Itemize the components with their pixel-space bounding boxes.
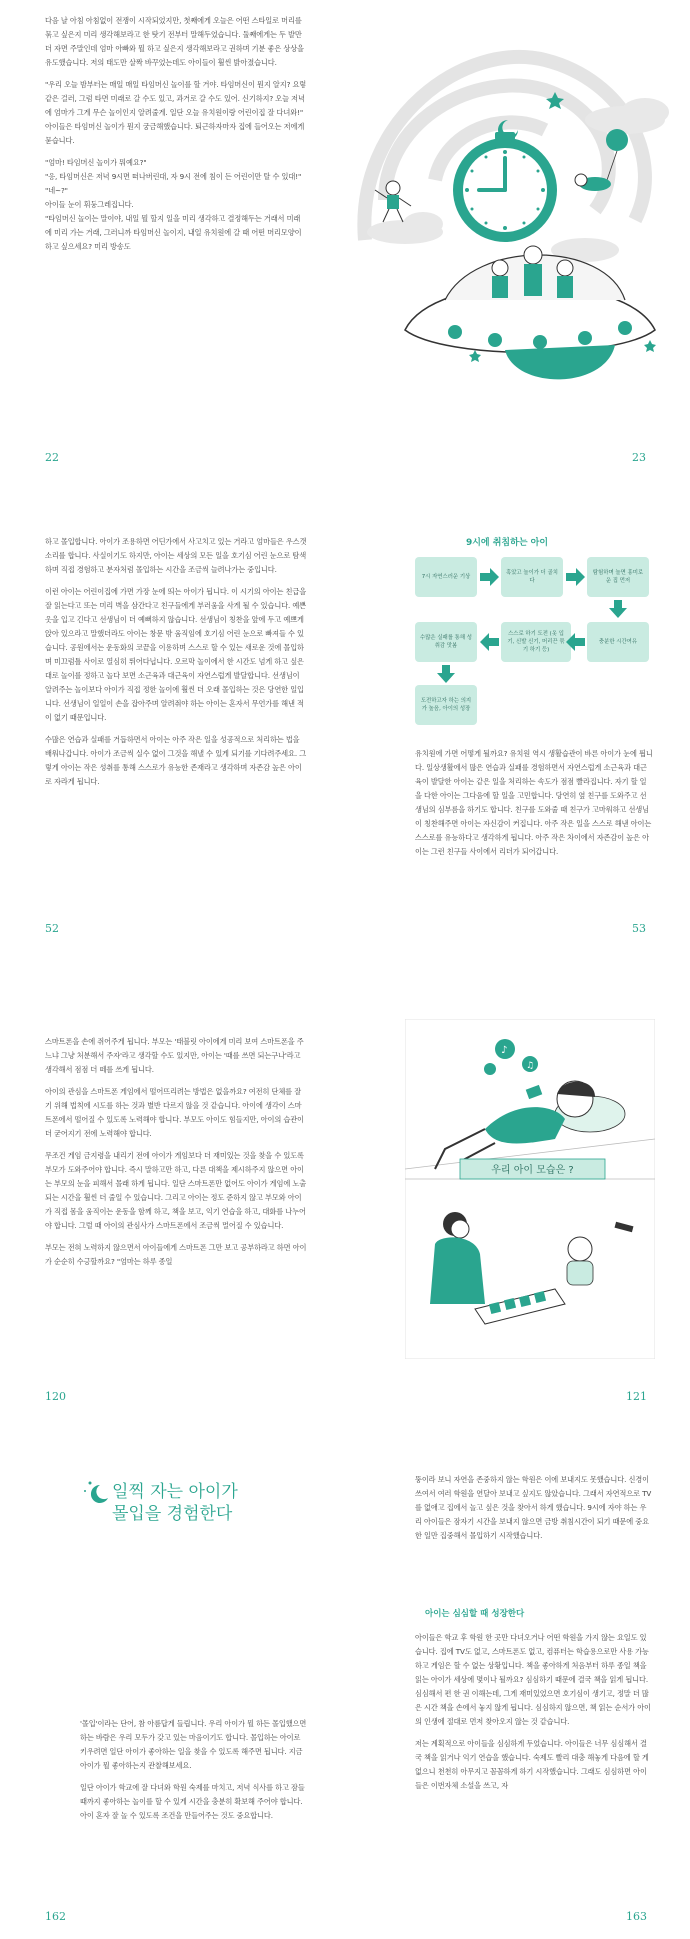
page-120-text [45, 1035, 307, 1269]
flowchart-title: 9시에 취침하는 아이 [465, 538, 549, 548]
chapter-title-line1: 일찍 자는 아이가 [112, 1482, 238, 1502]
paragraph: 무조건 게임 금지령을 내리기 전에 아이가 게임보다 더 재미있는 것을 찾을 수 있도록 부모가 도와주어야 합니다. 즉시 말하고만 하고, 다른 대책을 제시하주지 않으면 아이는 부모의 눈을 피해서 몰래 하게 됩니다. 일단 스마트폰만 없어도 아이가 게임에 노출되는 시간을 훨씬 더 줄일 수 있습니다. 그리고 아이는 정도 준하지 않고 부모와 아이가 직접 몸을 움직이는 운동을 함께 하고, 책을 보고, 익기 연습을 하고, 대화를 나누어야 합니다. 그럴 때 아이의 관심사가 스마트폰에서 조금씩 멀어질 수 있습니다. [45, 1151, 307, 1230]
paragraph: 유치원에 가면 어떻게 될까요? 유치원 역시 생활습관이 바른 아이가 눈에 띕니다. 일상생활에서 많은 연습과 실패를 경험하면서 자연스럽게 소근육과 대근육이 발달한 아이는 같은 일을 처리하는 속도가 점점 빨라집니다. 자기 할 일을 다한 아이는 그다음에 할 일을 고민합니다. 당연히 옆 친구를 도와주고 선생님의 심부름을 하기도 합니다. 친구를 도와줄 때 친구가 고마워하고 선생님이 칭찬해주면 아이는 자신감이 커집니다. 아주 작은 일을 스스로 해낸 아이는 스스로를 유능하다고 생각하게 됩니다. 아주 작은 차이에서 자존감이 높은 아이는 그런 친구들 사이에서 리더가 되어갑니다. [415, 749, 653, 856]
paragraph: "응, 타임머신은 저녁 9시면 떠나버린대, 자 9시 전에 침이 든 어린이만 탈 수 있대!" [45, 172, 302, 181]
paragraph: 스마트폰을 손에 쥐어주게 됩니다. 부모는 '태블릿 아이에게 미리 보여 스마트폰을 주느냐 그냥 처분해서 주자'라고 생각할 수도 있지만, 아이는 '때를 쓰면 되는구나'라고 생각해서 점점 더 떼를 쓰게 됩니다. [45, 1037, 304, 1074]
phone-child-illustration [405, 1019, 655, 1359]
flow-step-7: 도전하고자 하는 의지가 높음, 아이의 성장 [415, 685, 477, 725]
page-number: 23 [632, 451, 646, 464]
flow-step-5: 스스로 하기 도전 (옷 입기, 신발 신기, 머리끈 묶기 하기 등) [501, 622, 571, 662]
paragraph: 하고 몰입합니다. 아이가 조용하면 어딘가에서 사고치고 있는 거라고 엄마들은 우스갯소리를 합니다. 사실이기도 하지만, 아이는 세상의 모든 일을 호기심 어린 눈으로 탐색하며 직접 경험하고 분자처럼 몰입하는 시간을 조금씩 늘려나가는 중입니다. [45, 537, 307, 574]
page-52 [0, 515, 345, 935]
paragraph: "네~?" [45, 186, 68, 195]
ufo-icon [405, 246, 655, 379]
paragraph: 뚱이라 보니 자연을 존중하지 않는 학원은 이에 보내지도 못했습니다. 신경이 쓰여서 여러 학원을 연달아 보내고 싶지도 않았습니다. 그래서 자연적으로 TV를 없애고 집에서 놀고 싶은 것을 찾아서 하게 했습니다. 9시에 자야 하는 우리 아이들은 잠자기 시간을 보내지 않으면 금방 취침시간이 되기 때문에 중요한 일만 집중해서 몰입하기 시작했습니다. [415, 1475, 652, 1540]
page-163-intro [415, 1473, 653, 1543]
chapter-title [112, 1481, 312, 1525]
paragraph: 일단 아이가 학교에 잘 다녀와 학원 숙제를 마치고, 저녁 식사를 하고 잠들 때까지 좋아하는 놀이를 할 수 있게 시간을 충분히 확보해 주어야 합니다. 아이 혼자 잘 놀 수 있도록 조건을 만들어주는 것도 중요합니다. [80, 1783, 305, 1820]
page-22 [0, 0, 345, 464]
paragraph: 아이의 관심을 스마트폰 게임에서 떨어뜨리려는 방법은 없을까요? 여전히 단체를 잘기 위해 법칙에 시도를 하는 것과 별반 다르지 않을 것 같습니다. 아이에 생각이 스마트폰에서 떨어질 수 있도록 노력해야 합니다. 부모도 아이도 힘들지만, 아이의 습관이 더 굳어지기 전에 노력해야 합니다. [45, 1087, 304, 1138]
paragraph: "엄마! 타임머신 놀이가 뭐예요?" [45, 158, 147, 167]
page-22-text [45, 14, 307, 254]
time-machine-illustration [345, 0, 690, 400]
svg-text:♫: ♫ [526, 1061, 535, 1071]
paragraph: 아이들은 학교 후 학원 한 곳만 다녀오거나 어떤 학원을 가지 않는 요일도 있습니다. 집에 TV도 없고, 스마트폰도 없고, 컴퓨터는 학습용으로만 사용 가능하고 게임은 할 수 없는 상황입니다. 책을 좋아하게 처음부터 하루 종일 책을 읽는 아이가 세상에 몇이나 될까요? 심심하기 때문에 결국 책을 읽게 됩니다. 심심해서 편 한 권 이해는데, 그게 재미있었으면 호기심이 생기고, 정말 더 많은 시간 책을 손에서 놓지 않게 됩니다. 심심하지 않으면, 책 읽는 순서가 아이의 인생에 절대로 먼저 찾아오지 않는 것 같습니다. [415, 1633, 651, 1726]
page-number: 52 [45, 922, 59, 935]
spread-162-163 [0, 1455, 690, 1939]
page-162 [0, 1455, 345, 1939]
paragraph: "우리 오늘 밤부터는 매일 매일 타임머신 놀이를 할 거야. 타임머신이 뭔지 알지? 요렇 같은 걸러, 그럼 타면 미래로 갈 수도 있고, 과거로 갈 수도 있어. 신기하지? 오늘 저녁에 엄마가 그게 무슨 놀이인지 알려줄게. 일단 오늘 유치원이랑 어린이집 잘 다녀와!" [45, 80, 307, 117]
svg-text:♪: ♪ [501, 1045, 508, 1056]
page-163-text [415, 1631, 653, 1793]
paragraph: 저는 계획적으로 아이들을 심심하게 두었습니다. 아이들은 너무 심심해서 결국 책을 읽거나 익기 연습을 했습니다. 숙제도 빨리 대충 해놓게 다음에 할 게 없으니 천천히 아무지고 꼼꼼하게 하기 시작했습니다. 그래도 심심하면 아이들은 이번자체 소설을 쓰고, 자 [415, 1739, 649, 1790]
page-number: 53 [632, 922, 646, 935]
page-120 [0, 1015, 345, 1415]
page-23 [345, 0, 690, 464]
page-number: 162 [45, 1910, 66, 1923]
paragraph: 다음 날 아침 아침없이 전쟁이 시작되었지만, 첫째에게 오늘은 어떤 스타일로 머리를 묶고 싶은지 미리 생각해보라고 한 탓기 전부터 말해두었습니다. 둘째에게는 두 발만 더 자면 주말인데 엄마 아빠와 뭘 하고 싶은지 생각해보라고 권하며 기분 좋은 상상을 유도했습니다. 저의 태도만 살짝 바꾸었는데도 아이들이 훨씬 밝아졌습니다. [45, 16, 304, 67]
spread-120-121 [0, 1015, 690, 1415]
paragraph: 부모는 전혀 노력하지 않으면서 아이들에게 스마트폰 그만 보고 공부하라고 하면 아이가 순순히 수긍할까요? "엄마는 하루 종일 [45, 1243, 307, 1266]
page-53-text [415, 747, 653, 859]
page-number: 121 [626, 1390, 647, 1403]
paragraph: 이런 아이는 어린이집에 가면 가장 눈에 띄는 아이가 됩니다. 이 시기의 아이는 친급을 잘 읽는다고 또는 미리 벽을 삼간다고 친구들에게 부러움을 사게 될 수 있습니다. 예쁜 옷을 입고 긴다고 선생님이 더 예뻐하지 않습니다. 선생님이 칭찬을 앞에 두고 예쁘게 앉아 있으라고 말했더라도 아이는 창문 밖 움직임에 호기심 어린 눈으로 빠져들 수 있습니다. 공원에서는 운동화의 코끝을 이용하며 스스로 할 수 있는 새로운 것에 몰입하며 미끄럼틀 사이로 열심히 뛰어다닙니다. 오르막 놀이에서 한 시간도 넘게 하고 싶은 대로 놀이를 정하고 놀다 보면 소근육과 대근육이 자연스럽게 발달합니다. 선생님이 알려주는 놀이보다 아이가 직접 정한 놀이에 훨씬 더 오래 몰입하는 것은 당연한 일입니다. 선생님이 일일이 손을 잡아주며 알려줘야 하는 아이는 혼자서 무언가를 해낸 적이 없기 때문입니다. [45, 587, 307, 722]
paragraph: "타임머신 놀이는 말이야, 내일 뭘 할지 일을 미리 생각하고 결정해두는 거래서 미래에 미리 가는 거래, 그러니까 타임머신 놀이지, 내일 유치원에 갈 때 어떤 머리모양이 하고 싶으세요? 미리 방송도 [45, 214, 302, 251]
paragraph: 수많은 연습과 실패를 거듭하면서 아이는 아주 작은 일을 성공적으로 처리하는 법을 배워나갑니다. 아이가 조금씩 실수 없이 그것을 해낼 수 있게 되기를 기다려주세요. 그렇게 아이는 작은 성취를 통해 스스로가 유능한 존재라고 생각하며 자존감 높은 아이로 자라게 됩니다. [45, 735, 307, 786]
page-number: 163 [626, 1910, 647, 1923]
flow-step-3: 탐험하며 놀면 흥미로운 집 먼저 [587, 557, 649, 597]
flow-step-6: 수많은 실패를 통해 성취감 맛봄 [415, 622, 477, 662]
page-52-text [45, 535, 307, 789]
spread-22-23 [0, 0, 690, 464]
paragraph: 아이들은 타임머신 놀이가 뭔지 궁금해했습니다. 퇴근하자마자 집에 들어오는 저에게 묻습니다. [45, 122, 305, 145]
clock-icon [453, 132, 557, 242]
flow-step-4: 충분한 시간여유 [587, 622, 649, 662]
paragraph: '몰입'이라는 단어, 참 아름답게 들립니다. 우리 아이가 뭘 하든 몰입했으면 하는 바람은 우리 모두가 갖고 있는 마음이기도 합니다. 몰입하는 아이로 키우려면 일단 아이가 좋아하는 일을 찾을 수 있도록 해주면 됩니다. 지금 아이가 뭘 좋아하는지 관찰해보세요. [80, 1719, 307, 1770]
spread-52-53 [0, 515, 690, 935]
flow-step-1: 7시 자연스러운 기상 [415, 557, 477, 597]
page-162-text [80, 1717, 308, 1823]
section-heading: 아이는 심심할 때 성장한다 [425, 1609, 525, 1619]
page-number: 120 [45, 1390, 66, 1403]
page-121 [345, 1015, 690, 1415]
flowchart-arrows [345, 515, 690, 735]
flow-step-2: 혹았고 놀이가 더 골치다 [501, 557, 563, 597]
paragraph: 아이들 눈이 휘둥그레집니다. [45, 200, 134, 209]
moon-stars-icon [80, 1477, 110, 1507]
page-163 [345, 1455, 690, 1939]
illustration-caption: 우리 아이 모습은 ? [491, 1165, 574, 1176]
chapter-title-line2: 몰입을 경험한다 [112, 1504, 233, 1524]
page-53 [345, 515, 690, 935]
page-number: 22 [45, 451, 59, 464]
